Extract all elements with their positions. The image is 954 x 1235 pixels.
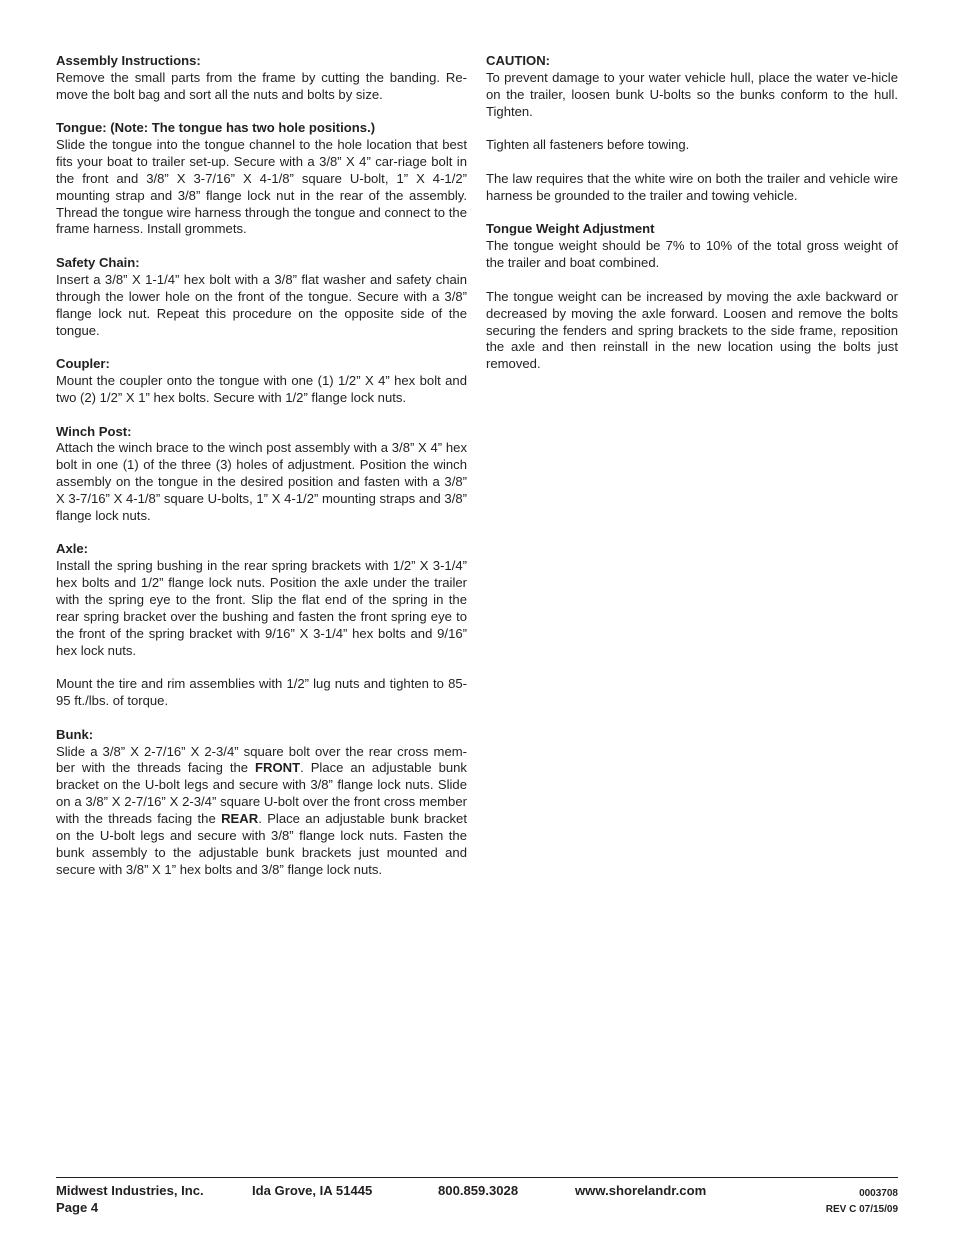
footer-city: Ida Grove, IA 51445	[252, 1183, 373, 1198]
section-heading: Winch Post:	[56, 423, 132, 439]
section-axle	[56, 541, 467, 709]
section-tongue-weight	[486, 221, 898, 373]
section-body: Insert a 3/8” X 1-1/4” hex bolt with a 3/8” flat washer and safety chain through the lower hole on the front of the tongue. Secure with a 3/8” flange lock nut. Repeat this procedure on the opposite side of the tongue.	[56, 271, 467, 338]
right-column	[486, 53, 898, 390]
section-body: The tongue weight can be increased by moving the axle backward or decreased by moving the axle forward. Loosen and remove the bolts securing the fenders and spring brackets to the side frame, reposition the axle and then reinstall in the new location using the bolts just removed.	[486, 288, 898, 372]
section-assembly	[56, 53, 467, 104]
section-tongue	[56, 120, 467, 238]
section-heading: CAUTION:	[486, 53, 551, 68]
footer-page-number: Page 4	[56, 1200, 99, 1215]
section-body: Remove the small parts from the frame by cutting the banding. Re-move the bolt bag and sort all the nuts and bolts by size.	[56, 69, 467, 102]
section-body: To prevent damage to your water vehicle hull, place the water ve-hicle on the trailer, loosen bunk U-bolts so the bunks conform to the hull. Tighten.	[486, 69, 898, 119]
section-winch-post	[56, 424, 467, 525]
section-bunk	[56, 727, 467, 879]
section-heading: Tongue: (Note: The tongue has two hole positions.)	[56, 120, 376, 136]
section-body: The law requires that the white wire on both the trailer and vehicle wire harness be grounded to the trailer and towing vehicle.	[486, 170, 898, 203]
section-body: Mount the coupler onto the tongue with one (1) 1/2” X 4” hex bolt and two (2) 1/2” X 1” hex bolts. Secure with 1/2” flange lock nuts.	[56, 373, 467, 405]
bunk-rear-emphasis: REAR	[221, 810, 259, 826]
section-heading: Coupler:	[56, 356, 110, 372]
bunk-front-emphasis: FRONT	[255, 760, 301, 776]
footer-company: Midwest Industries, Inc.	[56, 1183, 204, 1198]
section-body: Mount the tire and rim assemblies with 1/2” lug nuts and tighten to 85-95 ft./lbs. of torque.	[56, 676, 467, 709]
section-body: Tighten all fasteners before towing.	[486, 137, 690, 153]
footer-website: www.shorelandr.com	[575, 1183, 707, 1198]
footer-divider	[56, 1177, 898, 1178]
section-coupler	[56, 356, 467, 407]
section-safety-chain	[56, 255, 467, 339]
section-body: Install the spring bushing in the rear spring brackets with 1/2” X 3-1/4” hex bolts and 1/2” flange lock nuts. Position the axle under the trailer with the spring eye to the front. Slip the flat end of the spring in the rear spring bracket over the bushing and fasten the front spring eye to the front of the spring bracket with 9/16” X 3-1/4” hex bolts and 9/16” hex lock nuts.	[56, 558, 467, 658]
bunk-text-part1: Slide a 3/8” X 2-7/16” X 2-3/4” square bolt over the rear cross mem-ber with the threads facing the	[56, 743, 467, 776]
section-caution	[486, 53, 898, 205]
bunk-text-part3: . Place an adjustable bunk bracket on the U-bolt legs and secure with 3/8” flange lock nuts. Fasten the bunk assembly to the adjustable bunk brackets just mounted and secure with 3/8” X 1” hex bolts and 3/8” flange lock nuts.	[56, 810, 467, 877]
section-body: Attach the winch brace to the winch post assembly with a 3/8” X 4” hex bolt in one (1) of the three (3) holes of adjustment. Position the winch assembly on the tongue in the desired position and fasten with a 3/8” X 3-7/16” X 4-1/8” square U-bolts, 1” X 4-1/2” mounting straps and 3/8” flange lock nuts.	[56, 440, 467, 523]
section-heading: Bunk:	[56, 726, 94, 742]
section-heading: Tongue Weight Adjustment	[486, 221, 655, 237]
footer-revision: REV C 07/15/09	[825, 1204, 898, 1215]
section-heading: Axle:	[56, 541, 89, 557]
section-body: The tongue weight should be 7% to 10% of the total gross weight of the trailer and boat combined.	[486, 238, 898, 271]
section-body: Slide the tongue into the tongue channel to the hole location that best fits your boat to trailer set-up. Secure with a 3/8” X 4” car-riage bolt in the front and 3/8” X 3-7/16” X 4-1/8” square U-bolt, 1” X 4-1/2” mounting strap and 3/8” flange lock nut in the rear of the assembly. Thread the tongue wire harness through the tongue and connect to the frame harness. Install grommets.	[56, 137, 467, 237]
section-heading: Safety Chain:	[56, 255, 140, 271]
left-column	[56, 53, 467, 895]
footer-phone: 800.859.3028	[438, 1183, 519, 1198]
footer-doc-number: 0003708	[859, 1188, 898, 1199]
section-body	[56, 744, 467, 879]
section-heading: Assembly Instructions:	[56, 53, 201, 68]
bunk-text-part2: . Place an adjustable bunk bracket on the U-bolt legs and secure with 3/8” flange lock nuts. Slide on a 3/8” X 2-7/16” X 2-3/4” square U-bolt over the front cross member with the threads facing the	[56, 760, 467, 826]
